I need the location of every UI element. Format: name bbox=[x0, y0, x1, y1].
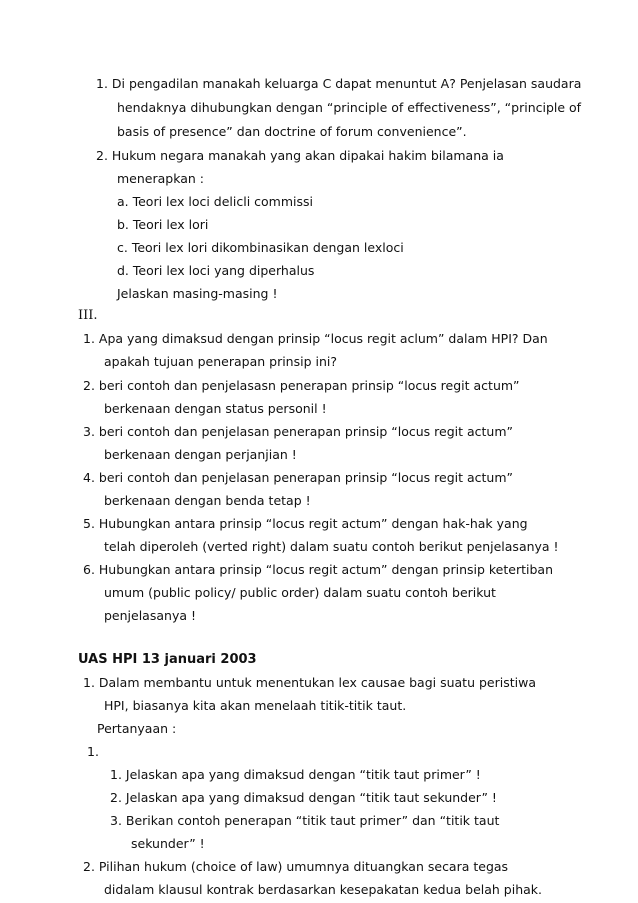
iii-item-1-line-2: apakah tujuan penerapan prinsip ini? bbox=[104, 354, 337, 369]
sub-item-3-line-2: sekunder” ! bbox=[131, 836, 205, 851]
q2-option-a: a. Teori lex loci delicli commissi bbox=[117, 194, 314, 209]
sub-item-3-line-1: 3. Berikan contoh penerapan “titik taut primer” dan “titik taut bbox=[110, 813, 500, 828]
uas-item-1-line-2: HPI, biasanya kita akan menelaah titik-titik taut. bbox=[104, 698, 407, 713]
uas-item-1-line-1: 1. Dalam membantu untuk menentukan lex causae bagi suatu peristiwa bbox=[83, 675, 536, 690]
q2-line-1: 2. Hukum negara manakah yang akan dipakai hakim bilamana ia bbox=[96, 148, 504, 163]
iii-item-2-line-2: berkenaan dengan status personil ! bbox=[104, 401, 327, 416]
iii-item-5-line-1: 5. Hubungkan antara prinsip “locus regit actum” dengan hak-hak yang bbox=[83, 516, 528, 531]
section-heading-iii: III. bbox=[78, 308, 98, 323]
iii-item-1-line-1: 1. Apa yang dimaksud dengan prinsip “locus regit aclum” dalam HPI? Dan bbox=[83, 331, 548, 346]
iii-item-4-line-1: 4. beri contoh dan penjelasan penerapan prinsip “locus regit actum” bbox=[83, 470, 514, 485]
uas-item-2-line-2: didalam klausul kontrak berdasarkan kesepakatan kedua belah pihak. bbox=[104, 882, 543, 897]
iii-item-6-line-1: 6. Hubungkan antara prinsip “locus regit actum” dengan prinsip ketertiban bbox=[83, 562, 553, 577]
iii-item-2-line-1: 2. beri contoh dan penjelasasn penerapan prinsip “locus regit actum” bbox=[83, 378, 520, 393]
q2-instruction: Jelaskan masing-masing ! bbox=[117, 286, 278, 301]
q2-line-2: menerapkan : bbox=[117, 171, 204, 186]
q1-line-1: 1. Di pengadilan manakah keluarga C dapat menuntut A? Penjelasan saudara bbox=[96, 76, 582, 91]
iii-item-6-line-3: penjelasanya ! bbox=[104, 608, 196, 623]
iii-item-5-line-2: telah diperoleh (verted right) dalam suatu contoh berikut penjelasanya ! bbox=[104, 539, 559, 554]
iii-item-4-line-2: berkenaan dengan benda tetap ! bbox=[104, 493, 311, 508]
iii-item-3-line-2: berkenaan dengan perjanjian ! bbox=[104, 447, 297, 462]
sub-list-number: 1. bbox=[87, 744, 99, 759]
uas-item-2-line-1: 2. Pilihan hukum (choice of law) umumnya dituangkan secara tegas bbox=[83, 859, 509, 874]
q1-line-2: hendaknya dihubungkan dengan “principle of effectiveness”, “principle of bbox=[117, 100, 582, 115]
sub-item-2: 2. Jelaskan apa yang dimaksud dengan “titik taut sekunder” ! bbox=[110, 790, 497, 805]
iii-item-3-line-1: 3. beri contoh dan penjelasan penerapan prinsip “locus regit actum” bbox=[83, 424, 514, 439]
iii-item-6-line-2: umum (public policy/ public order) dalam suatu contoh berikut bbox=[104, 585, 496, 600]
q2-option-c: c. Teori lex lori dikombinasikan dengan lexloci bbox=[117, 240, 404, 255]
exam-heading: UAS HPI 13 januari 2003 bbox=[78, 652, 257, 667]
q2-option-b: b. Teori lex lori bbox=[117, 217, 209, 232]
q2-option-d: d. Teori lex loci yang diperhalus bbox=[117, 263, 315, 278]
sub-item-1: 1. Jelaskan apa yang dimaksud dengan “titik taut primer” ! bbox=[110, 767, 481, 782]
q1-line-3: basis of presence” dan doctrine of forum convenience”. bbox=[117, 124, 467, 139]
question-label: Pertanyaan : bbox=[97, 721, 177, 736]
